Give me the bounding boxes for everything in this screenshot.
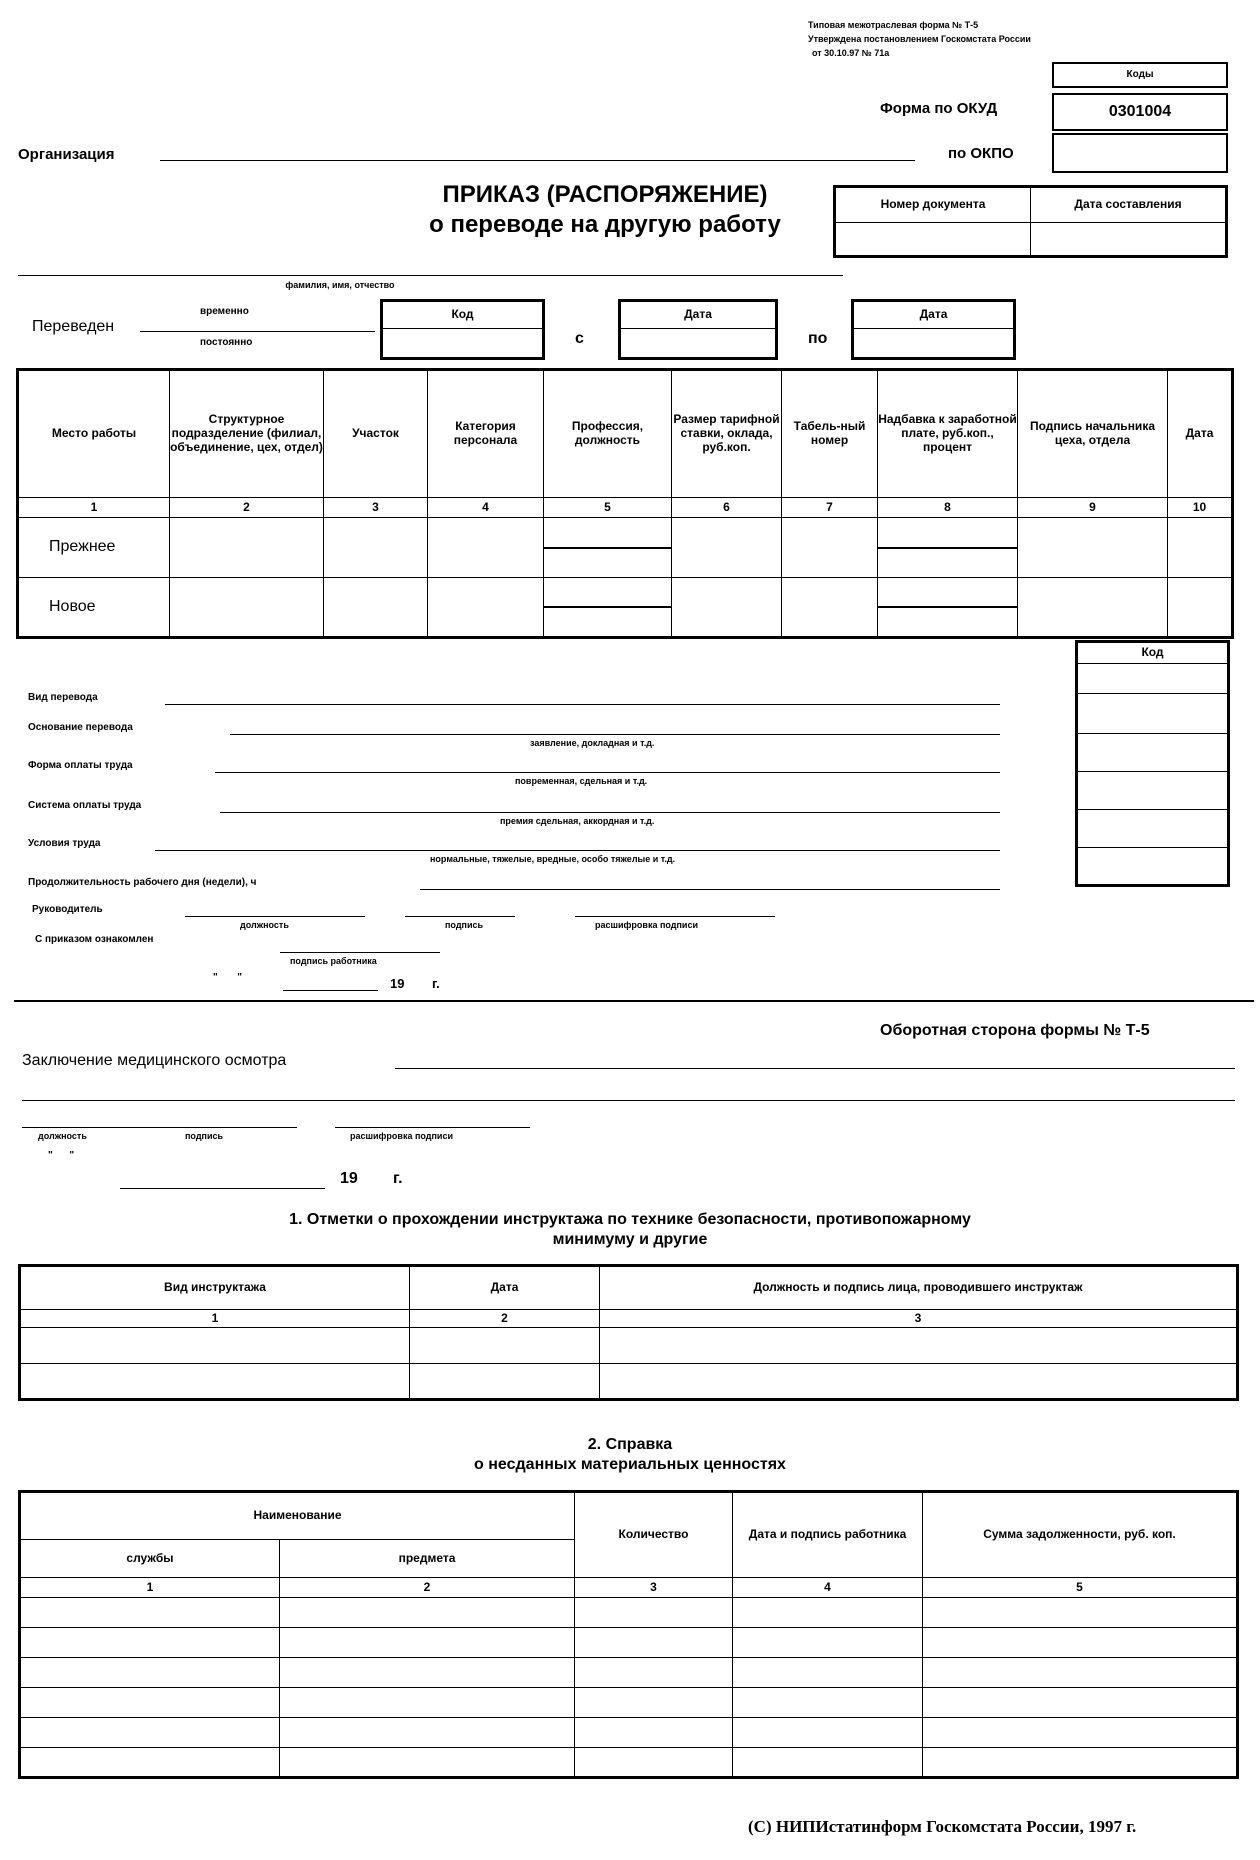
from-date-box: [618, 299, 778, 360]
table-row: [20, 1364, 1238, 1400]
doc-number-date-table: [833, 185, 1228, 258]
copyright: (С) НИПИстатинформ Госкомстата России, 1997 г.: [748, 1817, 1137, 1836]
cell-subrows: [544, 606, 671, 608]
medical-field[interactable]: [395, 1068, 1235, 1069]
col-number: 10: [1168, 498, 1233, 518]
okud-code: 0301004: [1052, 93, 1228, 131]
transfer-divider: [140, 331, 375, 332]
transfer-temp: временно: [200, 306, 249, 317]
pay-form-hint: повременная, сдельная и т.д.: [515, 776, 648, 786]
s2-debt-header: Сумма задолженности, руб. коп.: [923, 1492, 1238, 1578]
table-cell[interactable]: [20, 1328, 410, 1364]
position-hint: должность: [240, 920, 289, 930]
col-header-6: Размер тарифной ставки, оклада, руб.коп.: [672, 370, 782, 498]
work-hours-label: Продолжительность рабочего дня (недели), ч: [28, 877, 257, 888]
approved-note: Утверждена постановлением Госкомстата России: [808, 34, 1031, 44]
section2-table: [18, 1490, 1239, 1779]
table-cell[interactable]: [923, 1628, 1238, 1658]
col-header-10: Дата: [1168, 370, 1233, 498]
row-label-previous: Прежнее: [18, 518, 170, 578]
col-number: 3: [575, 1578, 733, 1598]
to-date-label: Дата: [853, 301, 1015, 329]
section2-title: [330, 1435, 930, 1475]
from-label: с: [575, 330, 584, 347]
reverse-title: Оборотная сторона формы № Т-5: [880, 1022, 1150, 1039]
table-cell[interactable]: [782, 578, 878, 638]
table-row: [20, 1658, 1238, 1688]
table-cell[interactable]: [575, 1718, 733, 1748]
col-header-3: Участок: [324, 370, 428, 498]
doc-date-label: Дата составления: [1031, 187, 1227, 223]
table-cell[interactable]: [280, 1628, 575, 1658]
table-cell[interactable]: [428, 578, 544, 638]
okpo-label: по ОКПО: [948, 145, 1014, 162]
codes-header: Коды: [1052, 62, 1228, 88]
details-code-column: [1075, 640, 1230, 887]
table-cell[interactable]: [410, 1364, 600, 1400]
col-header-9: Подпись начальника цеха, отдела: [1018, 370, 1168, 498]
work-conditions-label: Условия труда: [28, 838, 101, 849]
table-cell[interactable]: [923, 1688, 1238, 1718]
decode-hint: расшифровка подписи: [595, 920, 698, 930]
table-cell[interactable]: [20, 1628, 280, 1658]
page-title: [380, 180, 830, 240]
table-row: [20, 1688, 1238, 1718]
table-cell[interactable]: [923, 1658, 1238, 1688]
table-cell[interactable]: [1168, 578, 1233, 638]
table-cell[interactable]: [20, 1718, 280, 1748]
section2-title-line-2: о несданных материальных ценностях: [474, 1456, 786, 1473]
s2-qty-header: Количество: [575, 1492, 733, 1578]
col-number: 4: [428, 498, 544, 518]
year-suffix: г.: [432, 976, 440, 991]
work-conditions-field[interactable]: [155, 850, 1000, 851]
s2-sub-header-2: предмета: [280, 1540, 575, 1578]
table-row-previous: [18, 518, 1233, 578]
s2-name-header: Наименование: [20, 1492, 575, 1540]
table-cell[interactable]: [575, 1688, 733, 1718]
table-cell[interactable]: [782, 518, 878, 578]
cell-subrows: [878, 547, 1017, 549]
table-cell[interactable]: [324, 518, 428, 578]
table-cell[interactable]: [672, 518, 782, 578]
page-divider: [14, 1000, 1254, 1002]
table-cell[interactable]: [280, 1598, 575, 1628]
transfer-basis-field[interactable]: [230, 734, 1000, 735]
code-field[interactable]: [1077, 734, 1229, 772]
basis-hint: заявление, докладная и т.д.: [530, 738, 655, 748]
pay-system-hint: премия сдельная, аккордная и т.д.: [500, 816, 655, 826]
transfer-code-label: Код: [382, 301, 544, 329]
details-code-label: Код: [1077, 642, 1229, 664]
table-cell[interactable]: [923, 1598, 1238, 1628]
table-cell[interactable]: [20, 1748, 280, 1778]
medical-label: Заключение медицинского осмотра: [22, 1052, 287, 1069]
table-cell[interactable]: [600, 1364, 1238, 1400]
table-cell[interactable]: [1168, 518, 1233, 578]
table-cell[interactable]: [672, 578, 782, 638]
pay-system-label: Система оплаты труда: [28, 800, 142, 811]
table-cell[interactable]: [923, 1718, 1238, 1748]
table-cell[interactable]: [575, 1598, 733, 1628]
col-number: 8: [878, 498, 1018, 518]
s2-sub-header-1: службы: [20, 1540, 280, 1578]
table-row: [20, 1598, 1238, 1628]
col-number: 1: [20, 1578, 280, 1598]
table-cell[interactable]: [170, 518, 324, 578]
code-field[interactable]: [1077, 664, 1229, 694]
table-cell[interactable]: [544, 578, 672, 638]
medical-position-field[interactable]: [22, 1127, 297, 1128]
section1-title-line-2: минимуму и другие: [552, 1231, 708, 1248]
table-cell[interactable]: [324, 578, 428, 638]
form-type-note: [808, 18, 1031, 60]
signature-hint: подпись: [445, 920, 484, 930]
quote-marks: " ": [48, 1150, 75, 1161]
col-number: 3: [324, 498, 428, 518]
position-hint: должность: [38, 1131, 87, 1141]
code-field[interactable]: [1077, 848, 1229, 886]
table-cell[interactable]: [733, 1748, 923, 1778]
col-number: 7: [782, 498, 878, 518]
fio-hint: фамилия, имя, отчество: [285, 280, 395, 290]
table-cell[interactable]: [733, 1598, 923, 1628]
quote-marks: " ": [213, 972, 242, 983]
s1-header-3: Должность и подпись лица, проводившего инструктаж: [600, 1266, 1238, 1310]
row-label-new: Новое: [18, 578, 170, 638]
table-cell[interactable]: [733, 1658, 923, 1688]
from-date-label: Дата: [620, 301, 777, 329]
conditions-hint: нормальные, тяжелые, вредные, особо тяжелые и т.д.: [430, 854, 676, 864]
transfer-code-box: [380, 299, 545, 360]
table-cell[interactable]: [20, 1658, 280, 1688]
doc-date-field[interactable]: [1031, 223, 1227, 257]
section1-table: [18, 1264, 1239, 1401]
table-row-new: [18, 578, 1233, 638]
table-cell[interactable]: [878, 578, 1018, 638]
signature-hint: подпись: [185, 1131, 224, 1141]
transfer-perm: постоянно: [200, 337, 253, 348]
col-number: 5: [544, 498, 672, 518]
table-cell[interactable]: [923, 1748, 1238, 1778]
acquainted-label: С приказом ознакомлен: [35, 934, 154, 945]
year-suffix: г.: [393, 1170, 403, 1187]
worker-sign-hint: подпись работника: [290, 956, 377, 966]
doc-number-label: Номер документа: [835, 187, 1031, 223]
transfer-label: Переведен: [32, 318, 115, 335]
table-cell[interactable]: [733, 1688, 923, 1718]
code-field[interactable]: [1077, 694, 1229, 734]
pay-system-field[interactable]: [220, 812, 1000, 813]
table-cell[interactable]: [170, 578, 324, 638]
title-line-1: ПРИКАЗ (РАСПОРЯЖЕНИЕ): [442, 181, 768, 208]
code-field[interactable]: [1077, 772, 1229, 810]
manager-label: Руководитель: [32, 904, 103, 915]
form-type: Типовая межотраслевая форма № Т-5: [808, 20, 979, 30]
table-cell[interactable]: [280, 1718, 575, 1748]
table-cell[interactable]: [20, 1688, 280, 1718]
col-header-4: Категория персонала: [428, 370, 544, 498]
manager-signature-field[interactable]: [405, 916, 515, 917]
table-row: [20, 1328, 1238, 1364]
col-number: 1: [18, 498, 170, 518]
col-number: 2: [170, 498, 324, 518]
section2-title-line-1: 2. Справка: [587, 1436, 673, 1453]
table-cell[interactable]: [600, 1328, 1238, 1364]
table-row: [20, 1718, 1238, 1748]
col-header-7: Табель-ный номер: [782, 370, 878, 498]
col-number: 4: [733, 1578, 923, 1598]
col-number: 3: [600, 1310, 1238, 1328]
transfer-code-field[interactable]: [382, 329, 544, 359]
work-hours-field[interactable]: [420, 889, 1000, 890]
table-cell[interactable]: [575, 1748, 733, 1778]
cell-subrows: [878, 606, 1017, 608]
col-header-8: Надбавка к заработной плате, руб.коп., процент: [878, 370, 1018, 498]
organization-field[interactable]: [160, 160, 915, 161]
medical-date-field[interactable]: [120, 1188, 325, 1189]
table-cell[interactable]: [20, 1364, 410, 1400]
table-row: [20, 1628, 1238, 1658]
col-number: 2: [410, 1310, 600, 1328]
manager-decode-field[interactable]: [575, 916, 775, 917]
medical-field-2[interactable]: [22, 1100, 1235, 1101]
title-line-2: о переводе на другую работу: [429, 211, 781, 238]
table-row: [20, 1748, 1238, 1778]
from-date-field[interactable]: [620, 329, 777, 359]
pay-form-label: Форма оплаты труда: [28, 760, 133, 771]
organization-label: Организация: [18, 146, 115, 163]
section1-title: [150, 1210, 1110, 1250]
table-cell[interactable]: [280, 1688, 575, 1718]
decode-hint: расшифровка подписи: [350, 1131, 453, 1141]
col-number: 5: [923, 1578, 1238, 1598]
table-cell[interactable]: [1018, 578, 1168, 638]
code-field[interactable]: [1077, 810, 1229, 848]
date-field[interactable]: [283, 990, 378, 991]
transfer-kind-field[interactable]: [165, 704, 1000, 705]
okud-label: Форма по ОКУД: [880, 100, 998, 117]
col-number: 1: [20, 1310, 410, 1328]
col-number: 6: [672, 498, 782, 518]
col-header-5: Профессия, должность: [544, 370, 672, 498]
transfer-basis-label: Основание перевода: [28, 722, 133, 733]
pay-form-field[interactable]: [215, 772, 1000, 773]
s1-header-1: Вид инструктажа: [20, 1266, 410, 1310]
table-cell[interactable]: [280, 1748, 575, 1778]
table-cell[interactable]: [544, 518, 672, 578]
table-cell[interactable]: [575, 1628, 733, 1658]
table-cell[interactable]: [20, 1598, 280, 1628]
year-prefix: 19: [340, 1170, 358, 1187]
section1-title-line-1: 1. Отметки о прохождении инструктажа по технике безопасности, противопожарному: [289, 1211, 971, 1228]
table-cell[interactable]: [733, 1718, 923, 1748]
table-cell[interactable]: [878, 518, 1018, 578]
to-date-box: [851, 299, 1016, 360]
okpo-code-field[interactable]: [1052, 133, 1228, 173]
year-prefix: 19: [390, 976, 405, 991]
col-header-2: Структурное подразделение (филиал, объединение, цех, отдел): [170, 370, 324, 498]
approved-date: от 30.10.97 № 71а: [812, 48, 890, 58]
table-cell[interactable]: [280, 1658, 575, 1688]
col-number: 2: [280, 1578, 575, 1598]
doc-number-field[interactable]: [835, 223, 1031, 257]
manager-position-field[interactable]: [185, 916, 365, 917]
transfer-kind-label: Вид перевода: [28, 692, 98, 703]
fio-field[interactable]: [18, 275, 843, 276]
col-header-1: Место работы: [18, 370, 170, 498]
table-cell[interactable]: [410, 1328, 600, 1364]
table-cell[interactable]: [733, 1628, 923, 1658]
to-date-field[interactable]: [853, 329, 1015, 359]
worker-signature-field[interactable]: [280, 952, 440, 953]
s1-header-2: Дата: [410, 1266, 600, 1310]
cell-subrows: [544, 547, 671, 549]
s2-date-sign-header: Дата и подпись работника: [733, 1492, 923, 1578]
table-cell[interactable]: [1018, 518, 1168, 578]
col-number: 9: [1018, 498, 1168, 518]
transfer-table: [16, 368, 1234, 639]
to-label: по: [808, 330, 828, 347]
medical-decode-field[interactable]: [335, 1127, 530, 1128]
table-cell[interactable]: [575, 1658, 733, 1688]
table-cell[interactable]: [428, 518, 544, 578]
